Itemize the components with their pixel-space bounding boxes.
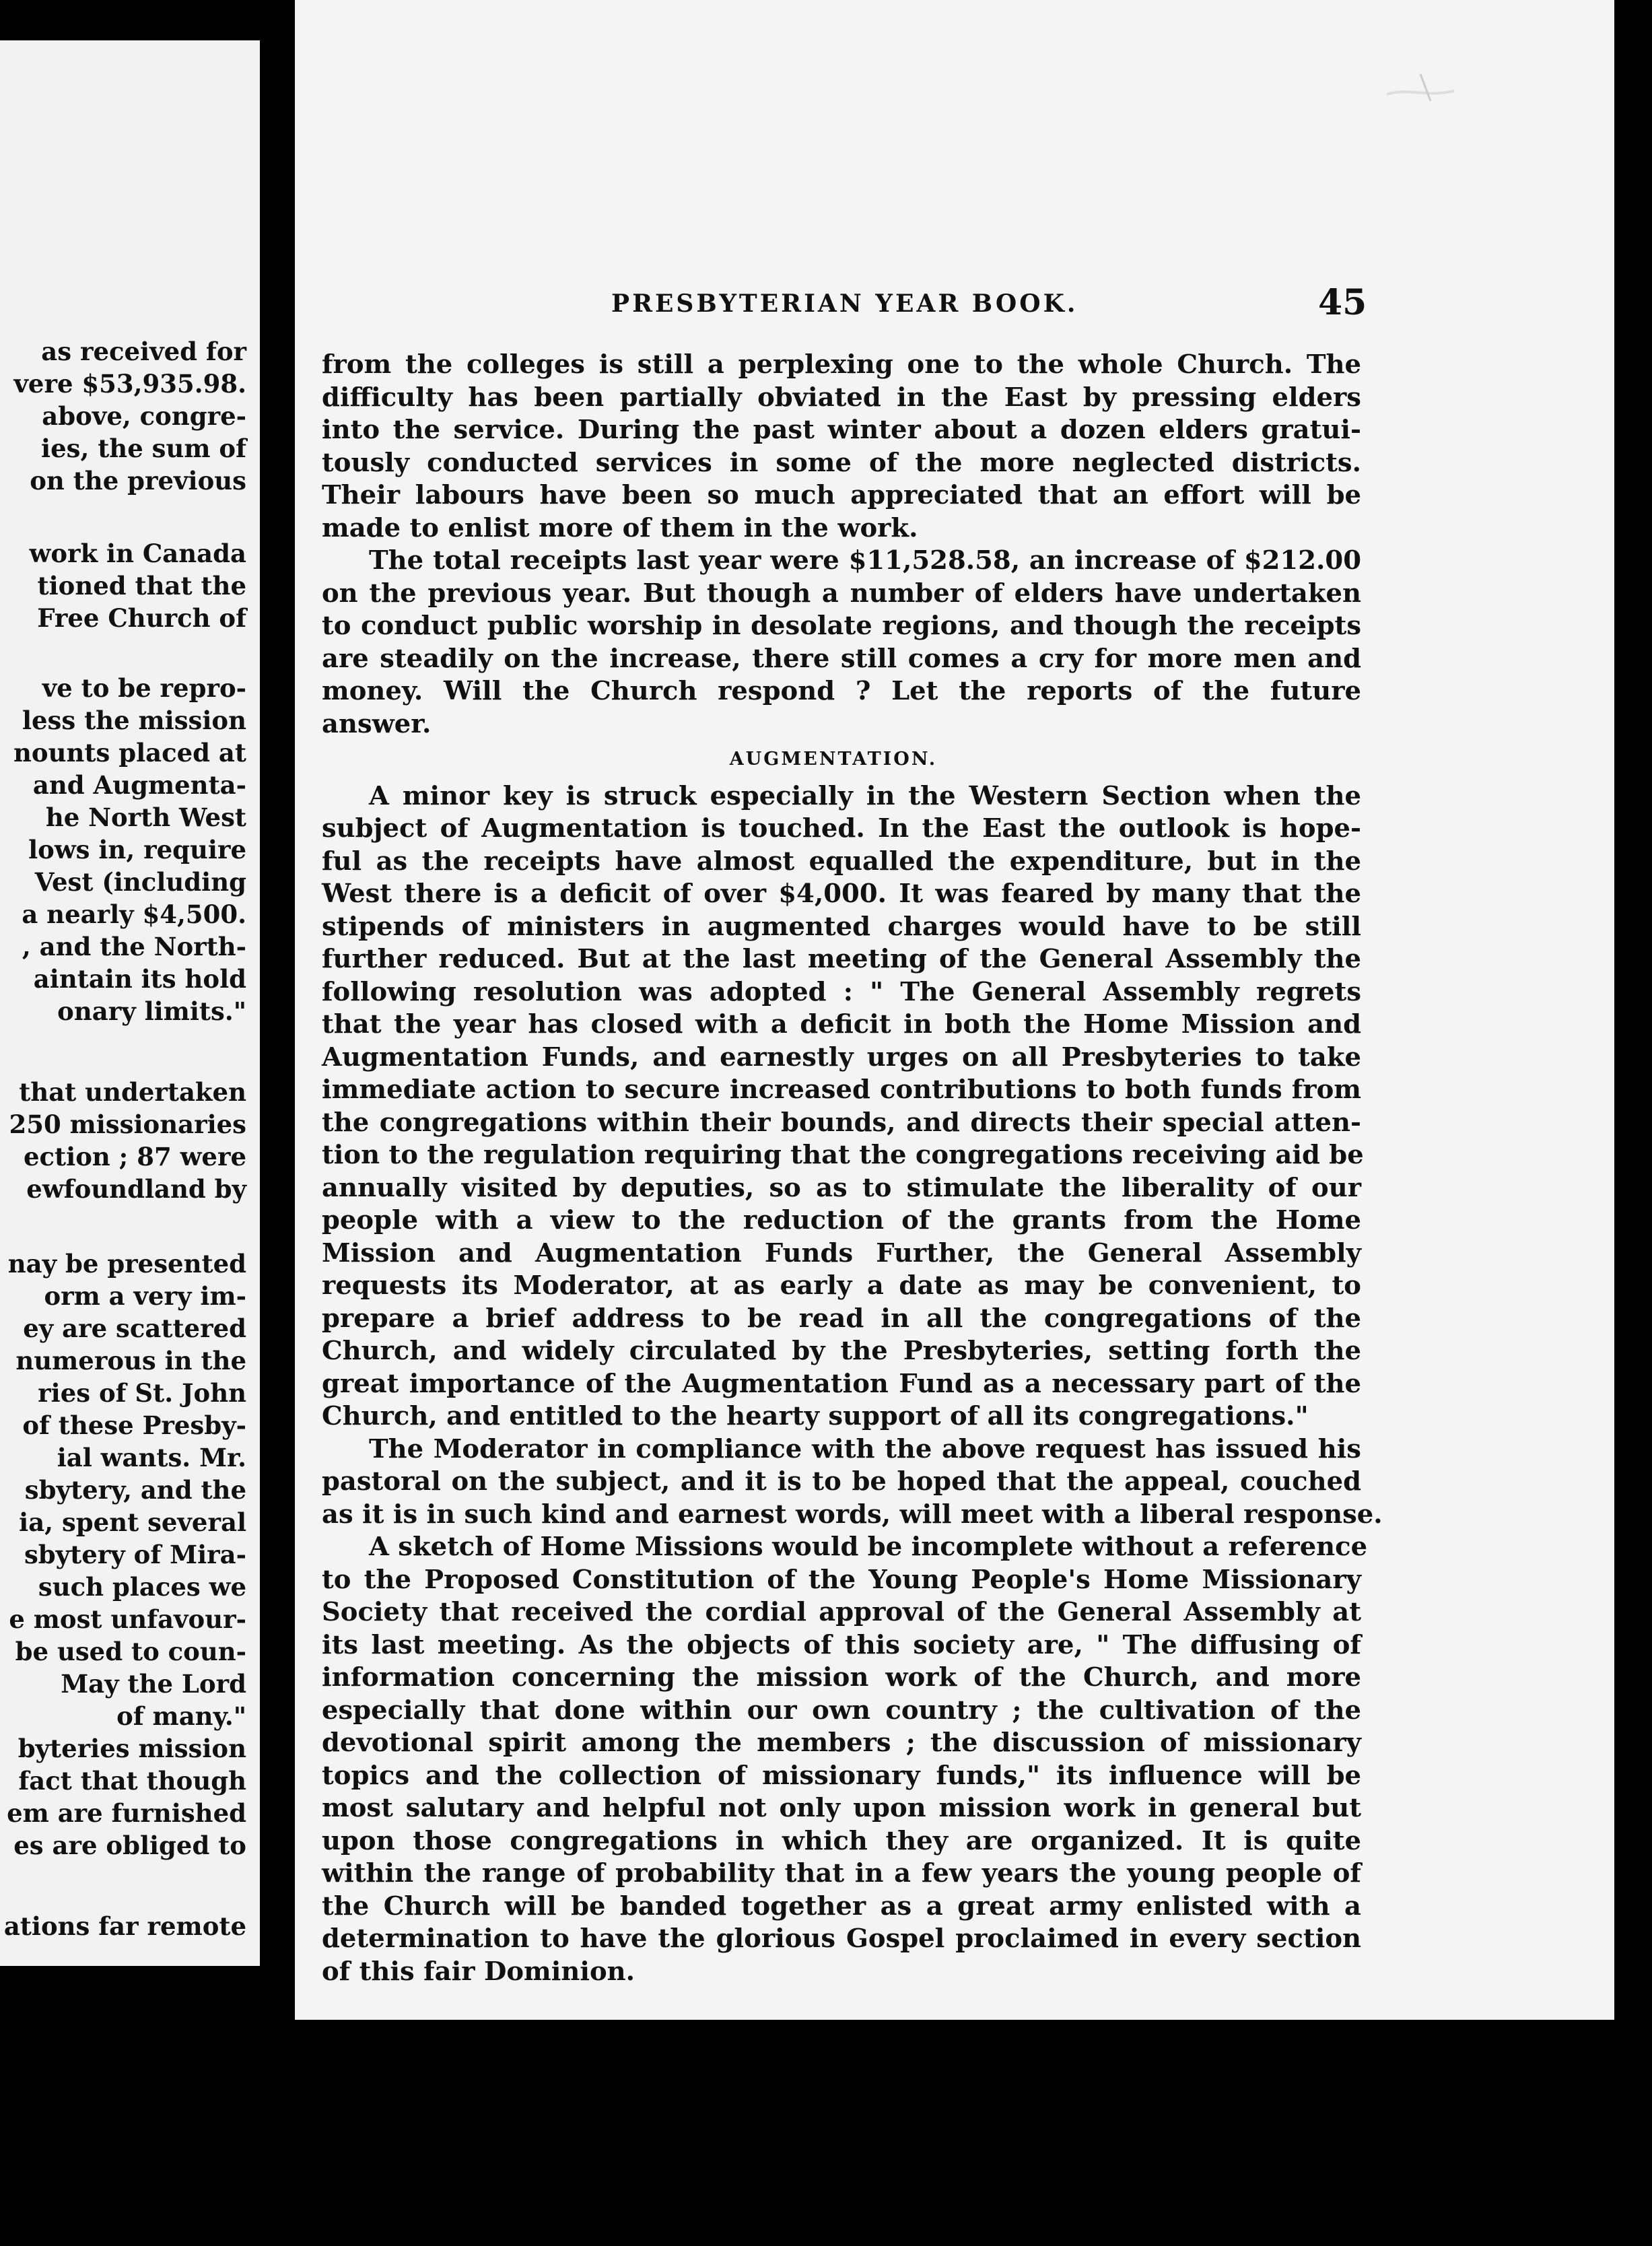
body-text-line: West there is a deficit of over $4,000. It was feared by many that the — [322, 879, 1361, 909]
facing-page-line: e most unfavour- — [9, 1604, 246, 1634]
body-text-line: on the previous year. But though a number of elders have undertaken — [322, 578, 1361, 609]
page-gutter — [260, 0, 295, 2246]
body-text-line: requests its Moderator, at as early a date as may be convenient, to — [322, 1270, 1361, 1301]
facing-page-line: that undertaken — [19, 1077, 246, 1107]
facing-page-line: Vest (including — [34, 867, 246, 897]
body-text-line: devotional spirit among the members ; the discussion of missionary — [322, 1728, 1361, 1758]
body-text-line: to conduct public worship in desolate regions, and though the receipts — [322, 611, 1361, 641]
facing-page-line: May the Lord — [61, 1669, 246, 1699]
scan-edge-mark — [1380, 67, 1461, 108]
body-text-line: upon those congregations in which they are organized. It is quite — [322, 1825, 1361, 1856]
facing-page-line: numerous in the — [15, 1346, 246, 1375]
page-number: 45 — [1318, 282, 1367, 323]
body-text-line: tion to the regulation requiring that the congregations receiving aid be — [322, 1140, 1364, 1170]
body-text-line: especially that done within our own country ; the cultivation of the — [322, 1695, 1361, 1726]
facing-page-line: ewfoundland by — [26, 1174, 246, 1204]
section-heading-text: AUGMENTATION. — [729, 749, 938, 770]
body-text-line: difficulty has been partially obviated in the East by pressing elders — [322, 382, 1361, 413]
facing-page-line: ey are scattered — [23, 1314, 246, 1343]
body-text-line: as it is in such kind and earnest words, will meet with a liberal response. — [322, 1499, 1383, 1530]
body-text-line: money. Will the Church respond ? Let the reports of the future — [322, 676, 1361, 706]
facing-page-line: of many." — [116, 1701, 246, 1731]
body-text-line: topics and the collection of missionary funds," its influence will be — [322, 1760, 1361, 1791]
body-text-line: The Moderator in compliance with the above request has issued his — [369, 1433, 1361, 1464]
body-text-line: The total receipts last year were $11,528.58, an increase of $212.00 — [369, 545, 1361, 576]
facing-page-line: sbytery of Mira- — [24, 1540, 246, 1569]
body-text-line: annually visited by deputies, so as to stimulate the liberality of our — [322, 1172, 1361, 1203]
facing-page-line: work in Canada — [29, 539, 246, 568]
facing-page-line: of these Presby- — [22, 1410, 246, 1440]
facing-page-line: 250 missionaries — [9, 1110, 246, 1139]
facing-page-line: ries of St. John — [38, 1378, 246, 1408]
body-text-line: great importance of the Augmentation Fund as a necessary part of the — [322, 1368, 1361, 1399]
body-text-line: answer. — [322, 708, 432, 739]
body-text-line: of this fair Dominion. — [322, 1956, 635, 1987]
facing-page-line: onary limits." — [57, 996, 246, 1026]
facing-page-line: ations far remote — [3, 1911, 246, 1941]
body-text-line: Church, and entitled to the hearty support of all its congregations." — [322, 1401, 1309, 1431]
facing-page-line: byteries mission — [18, 1734, 246, 1763]
body-text-line: the Church will be banded together as a great army enlisted with a — [322, 1891, 1361, 1921]
facing-page-line: es are obliged to — [13, 1831, 246, 1860]
facing-page-line: as received for — [41, 337, 246, 366]
facing-page-line: be used to coun- — [15, 1637, 246, 1666]
facing-page-line: ia, spent several — [19, 1507, 246, 1537]
body-text-line: information concerning the mission work of the Church, and more — [322, 1662, 1361, 1693]
body-text-line: Society that received the cordial approval of the General Assembly at — [322, 1597, 1361, 1627]
body-text-line: most salutary and helpful not only upon mission work in general but — [322, 1793, 1361, 1823]
body-text-line: prepare a brief address to be read in all the congregations of the — [322, 1303, 1361, 1334]
facing-page-fragment — [0, 40, 260, 1966]
facing-page-line: fact that though — [18, 1766, 246, 1796]
body-text-line: Their labours have been so much appreciated that an effort will be — [322, 480, 1361, 510]
body-text-line: the congregations within their bounds, and directs their special atten- — [322, 1107, 1361, 1138]
body-text-line: ful as the receipts have almost equalled the expenditure, but in the — [322, 846, 1361, 877]
facing-page-line: vere $53,935.98. — [13, 369, 246, 399]
body-text-line: made to enlist more of them in the work. — [322, 512, 918, 543]
running-head: PRESBYTERIAN YEAR BOOK. — [611, 290, 1078, 318]
book-page — [295, 0, 1614, 2020]
facing-page-line: orm a very im- — [44, 1281, 246, 1311]
facing-page-line: nay be presented — [7, 1249, 246, 1279]
body-text-line: pastoral on the subject, and it is to be hoped that the appeal, couched — [322, 1466, 1361, 1497]
facing-page-line: ial wants. Mr. — [57, 1443, 246, 1472]
facing-page-line: a nearly $4,500. — [22, 899, 246, 929]
body-text-line: from the colleges is still a perplexing one to the whole Church. The — [322, 349, 1361, 380]
facing-page-line: em are furnished — [7, 1798, 246, 1828]
facing-page-line: lows in, require — [28, 835, 246, 864]
facing-page-line: such places we — [38, 1572, 246, 1602]
body-text-line: subject of Augmentation is touched. In the East the outlook is hope- — [322, 813, 1361, 844]
page-header — [295, 282, 1614, 327]
body-text-line: into the service. During the past winter about a dozen elders gratui- — [322, 415, 1361, 445]
body-text-line: that the year has closed with a deficit in both the Home Mission and — [322, 1009, 1361, 1040]
body-text-line: immediate action to secure increased contributions to both funds from — [322, 1075, 1361, 1105]
facing-page-line: ection ; 87 were — [23, 1142, 246, 1171]
facing-page-line: Free Church of — [37, 603, 246, 633]
facing-page-line: aintain its hold — [33, 964, 246, 994]
body-text-line: further reduced. But at the last meeting of the General Assembly the — [322, 944, 1361, 974]
body-text-line: stipends of ministers in augmented charges would have to be still — [322, 911, 1361, 942]
facing-page-line: less the mission — [22, 706, 246, 735]
body-text-line: following resolution was adopted : " The General Assembly regrets — [322, 976, 1361, 1007]
facing-page-line: ies, the sum of — [41, 434, 246, 463]
body-text-line: Mission and Augmentation Funds Further, the General Assembly — [322, 1237, 1361, 1268]
facing-page-line: above, congre- — [42, 401, 246, 431]
body-text-line: determination to have the glorious Gospel proclaimed in every section — [322, 1924, 1361, 1954]
facing-page-line: , and the North- — [22, 932, 246, 961]
body-text-line: its last meeting. As the objects of this society are, " The diffusing of — [322, 1629, 1361, 1660]
body-text-line: within the range of probability that in a few years the young people of — [322, 1858, 1361, 1888]
body-text-line: tously conducted services in some of the more neglected districts. — [322, 447, 1361, 478]
facing-page-line: on the previous — [30, 466, 246, 496]
body-text-line: A sketch of Home Missions would be incomplete without a reference — [369, 1532, 1368, 1562]
facing-page-line: ve to be repro- — [42, 673, 246, 703]
facing-page-line: he North West — [45, 803, 246, 832]
body-text-line: Augmentation Funds, and earnestly urges on all Presbyteries to take — [322, 1042, 1361, 1073]
body-text-line: people with a view to the reduction of the grants from the Home — [322, 1205, 1361, 1235]
body-text-line: A minor key is struck especially in the Western Section when the — [369, 780, 1361, 811]
body-text-line: Church, and widely circulated by the Presbyteries, setting forth the — [322, 1336, 1361, 1366]
section-heading — [295, 743, 1614, 776]
body-text-line: to the Proposed Constitution of the Young People's Home Missionary — [322, 1564, 1361, 1595]
body-text-line: are steadily on the increase, there still comes a cry for more men and — [322, 643, 1361, 674]
facing-page-line: and Augmenta- — [32, 770, 246, 800]
facing-page-line: nounts placed at — [13, 738, 246, 768]
facing-page-line: tioned that the — [37, 571, 246, 601]
facing-page-line: sbytery, and the — [24, 1475, 246, 1505]
